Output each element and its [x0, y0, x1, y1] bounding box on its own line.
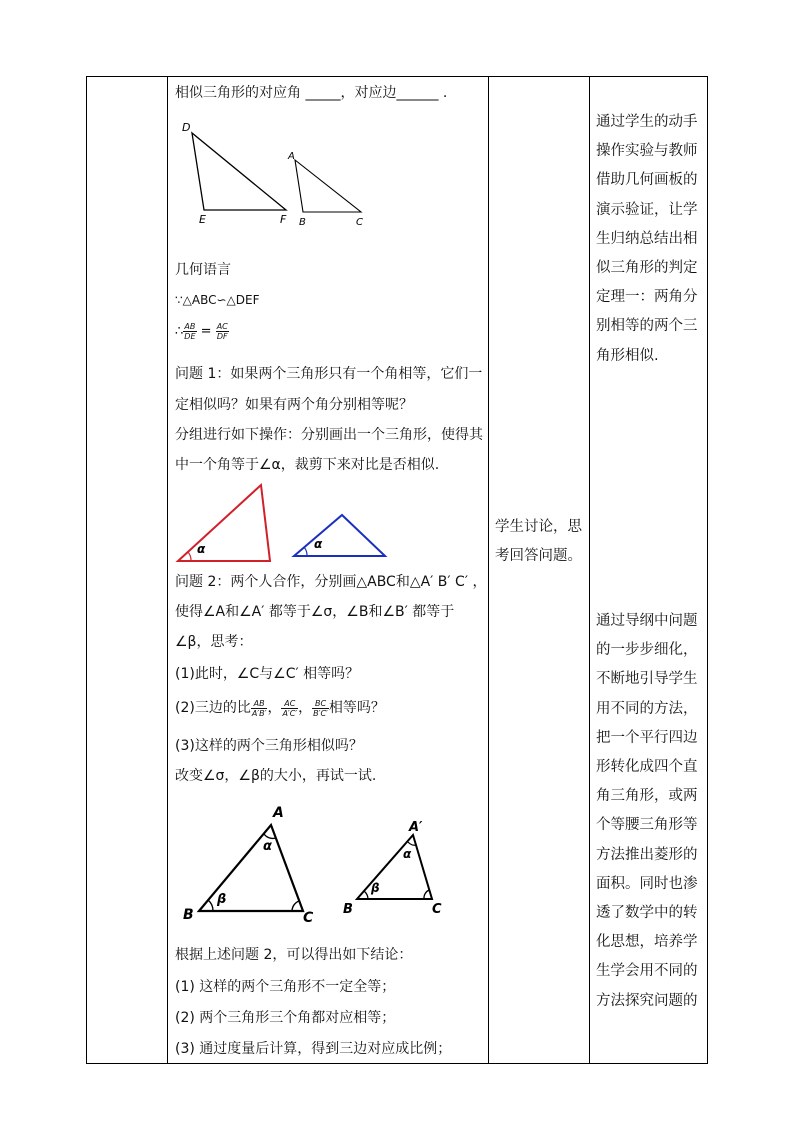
- small-label-a: A′: [409, 820, 423, 835]
- sep-2: ，: [298, 700, 313, 716]
- design1-line: 似三角形的判定: [596, 260, 698, 277]
- fraction-ac-df: [216, 322, 229, 341]
- table-divider-1: [167, 76, 168, 1064]
- small-c-arc: [424, 890, 429, 899]
- design2-line: 的一步步细化，: [596, 642, 698, 659]
- conclusion-3: (3) 通过度量后计算，得到三边对应成比例；: [175, 1041, 452, 1057]
- frac2-den: DF: [216, 332, 228, 341]
- ratio-ab-num: AB: [251, 699, 268, 709]
- blue-triangle: [294, 515, 385, 556]
- ratio-ac-num: AC: [281, 699, 298, 709]
- design2-line: 方法推出菱形的: [596, 846, 698, 863]
- operation-line1: 分组进行如下操作：分别画出一个三角形，使得其: [175, 427, 483, 443]
- question1-line2: 定相似吗？如果有两个角分别相等呢？: [175, 397, 413, 413]
- design2-line: 角三角形，或两: [596, 788, 698, 805]
- table-border-left: [86, 76, 87, 1064]
- therefore-statement: [175, 322, 229, 342]
- conclusion-1: (1) 这样的两个三角形不一定全等；: [175, 979, 396, 995]
- design2-line: 通过导纲中问题: [596, 613, 698, 629]
- design2-line: 用不同的方法，: [596, 700, 698, 717]
- small-alpha-label: α: [403, 847, 412, 861]
- blue-alpha-label: α: [314, 537, 323, 551]
- change-angles-line: 改变∠σ，∠β的大小，再试一试.: [175, 768, 377, 784]
- table-border-top: [86, 76, 707, 77]
- fraction-ab-de: [183, 322, 196, 341]
- conclusion-2: (2) 两个三角形三个角都对应相等；: [175, 1010, 396, 1026]
- table-divider-3: [589, 76, 590, 1064]
- ratio-ab: [251, 699, 268, 718]
- similar-angles-line: 相似三角形的对应角 _____，对应边______ .: [175, 85, 448, 101]
- small-triangle: [357, 835, 432, 899]
- design-intent-2: [596, 607, 708, 1016]
- label-d: D: [182, 121, 191, 134]
- design1-line: 通过学生的动手: [596, 114, 698, 130]
- large-c-arc: [292, 901, 299, 911]
- red-triangle: [178, 485, 270, 561]
- small-label-c: C: [432, 902, 442, 917]
- student-activity-line2: 考回答问题。: [495, 548, 582, 564]
- equals-sign: =: [200, 324, 212, 339]
- triangle-abc: [295, 160, 361, 212]
- ratio-bc-num: BC: [312, 699, 329, 709]
- operation-line2: 中一个角等于∠α，裁剪下来对比是否相似.: [175, 457, 440, 473]
- question2-line3: ∠β，思考：: [175, 634, 253, 650]
- label-f: F: [280, 213, 287, 226]
- design1-line: 生归纳总结出相: [596, 230, 698, 247]
- sep-1: ，: [267, 700, 282, 716]
- ratio-ab-den: A′B′: [251, 708, 267, 718]
- question2-sub1: (1)此时，∠C与∠C′ 相等吗？: [175, 666, 360, 682]
- question1-line1: 问题 1：如果两个三角形只有一个角相等，它们一: [175, 366, 483, 382]
- student-activity-line1: 学生讨论，思: [495, 519, 582, 535]
- label-e: E: [199, 213, 206, 226]
- sub2-suffix: 相等吗？: [328, 700, 385, 716]
- because-statement: ∵△ABC∽△DEF: [175, 293, 260, 307]
- ratio-ac-den: A′C′: [282, 708, 298, 718]
- question2-line2: 使得∠A和∠A′ 都等于∠σ，∠B和∠B′ 都等于: [175, 604, 455, 620]
- design2-line: 面积。同时也渗: [596, 875, 698, 892]
- design2-line: 形转化成四个直: [596, 759, 698, 776]
- small-label-b: B: [343, 902, 353, 917]
- ratio-bc: [312, 699, 329, 718]
- design-intent-1: [596, 108, 708, 371]
- design2-line: 不断地引导学生: [596, 671, 698, 688]
- design2-line: 个等腰三角形等: [596, 817, 698, 834]
- triangle-def: [192, 133, 286, 210]
- design2-line: 方法探究问题的: [596, 992, 698, 1009]
- conclusion-title: 根据上述问题 2，可以得出如下结论：: [175, 947, 413, 963]
- table-divider-2: [488, 76, 489, 1064]
- design1-line: 操作实验与教师: [596, 143, 698, 160]
- design2-line: 化思想，培养学: [596, 934, 698, 951]
- blue-angle-arc: [304, 547, 307, 556]
- label-a: A: [288, 151, 295, 162]
- similar-triangles-figure: [175, 115, 375, 230]
- question2-sub3: (3)这样的两个三角形相似吗？: [175, 738, 363, 754]
- design1-line: 定理一：两角分: [596, 289, 698, 306]
- design1-line: 借助几何画板的: [596, 172, 698, 189]
- ratio-bc-den: B′C′: [313, 708, 328, 718]
- small-beta-arc: [364, 891, 368, 899]
- ratio-ac: [281, 699, 298, 718]
- table-border-bottom: [86, 1063, 707, 1064]
- red-angle-arc: [188, 552, 191, 561]
- alpha-beta-triangles-figure: [175, 800, 465, 930]
- alpha-triangles-figure: [175, 480, 395, 565]
- large-label-c: C: [303, 910, 314, 926]
- large-beta-arc: [208, 900, 213, 911]
- design1-line: 角形相似.: [596, 347, 659, 364]
- label-c: C: [356, 217, 363, 228]
- student-activity: [495, 513, 582, 571]
- red-alpha-label: α: [197, 542, 206, 556]
- question2-sub2: [175, 697, 385, 719]
- geometry-language-label: 几何语言: [175, 262, 231, 278]
- large-triangle: [199, 825, 303, 911]
- design2-line: 透了数学中的转: [596, 905, 698, 922]
- question2-line1: 问题 2：两个人合作，分别画△ABC和△A′ B′ C′ ，: [175, 574, 487, 590]
- frac1-den: DE: [184, 332, 196, 341]
- sub2-prefix: (2)三边的比: [175, 700, 251, 716]
- frac1-num: AB: [184, 322, 196, 331]
- large-label-b: B: [183, 907, 194, 923]
- design2-line: 把一个平行四边: [596, 729, 698, 746]
- large-alpha-label: α: [263, 839, 272, 854]
- therefore-symbol: ∴: [175, 324, 184, 339]
- label-b: B: [299, 217, 306, 228]
- frac2-num: AC: [216, 322, 228, 331]
- large-label-a: A: [273, 805, 284, 821]
- design1-line: 别相等的两个三: [596, 318, 698, 335]
- large-beta-label: β: [217, 892, 227, 907]
- small-beta-label: β: [371, 881, 380, 895]
- design1-line: 演示验证，让学: [596, 201, 698, 218]
- design2-line: 生学会用不同的: [596, 963, 698, 980]
